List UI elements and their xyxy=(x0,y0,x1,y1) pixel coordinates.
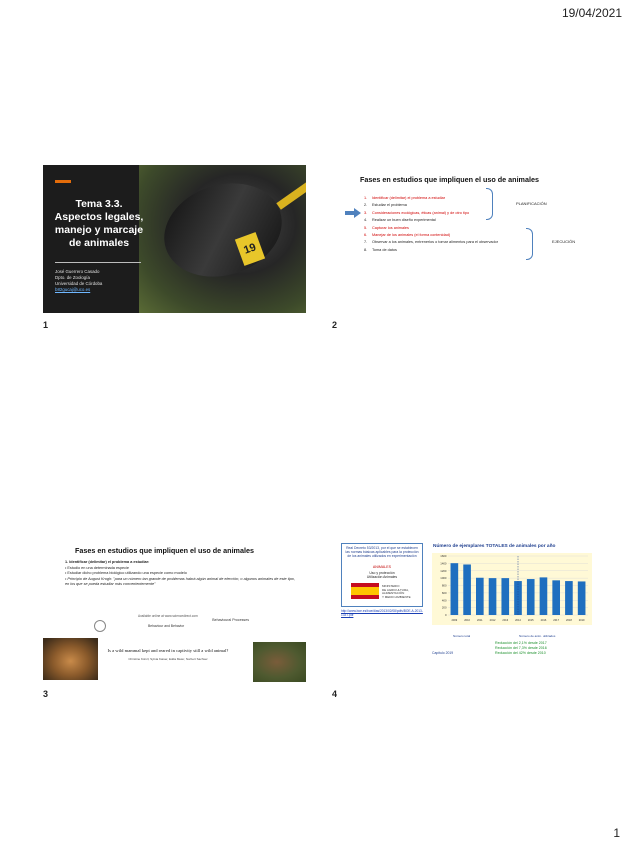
x-tick-label: 2011 xyxy=(477,619,483,622)
bar-2015 xyxy=(527,579,535,615)
slide-3-title: Fases en estudios que impliquen el uso de animales xyxy=(75,546,254,555)
bar-2011 xyxy=(476,578,484,615)
y-tick-label: 200 xyxy=(441,605,447,610)
spain-flag-icon xyxy=(351,583,379,599)
slide-2-title: Fases en estudios que impliquen el uso de animales xyxy=(360,175,539,184)
phase-item: 5. Capturar los animales xyxy=(364,225,409,230)
slide-3-thumbnail[interactable] xyxy=(43,540,306,688)
cavy-photo xyxy=(253,642,306,682)
slide-number-1: 1 xyxy=(43,320,49,330)
bullet-item: • Principio de August Krogh: "para un número tan grande de problemas habrá algún animal de elección, o algunos animales de este tipo, en los que se pueda estudiar más convenientemente" xyxy=(65,576,295,587)
title-accent-bar xyxy=(55,180,71,183)
x-tick-label: 2018 xyxy=(566,619,572,622)
slide-1-thumbnail[interactable] xyxy=(43,165,306,313)
x-tick-label: 2010 xyxy=(464,619,470,622)
slide-number-4: 4 xyxy=(332,689,338,699)
bar-2013 xyxy=(501,578,509,615)
y-tick-label: 1000 xyxy=(440,576,447,581)
animals-per-year-chart xyxy=(432,553,592,625)
x-tick-label: 2009 xyxy=(451,619,458,622)
slide-3-body xyxy=(65,560,297,588)
y-tick-label: 0 xyxy=(444,613,447,617)
legislation-box: Real Decreto 53/2013, por el que se establecen las normas básicas aplicables para la protección de los animales utilizados en experimentación ANIMALES Uso y protección Utilización Animales MINISTERIO DE AGRICULTURA, ALIMENTACIÓN Y MEDIO AMBIENTE xyxy=(341,543,423,607)
y-tick-label: 1200 xyxy=(440,568,447,573)
author-email-link[interactable]: b82gucaj@uco.es xyxy=(55,287,91,292)
bar-2010 xyxy=(463,564,471,615)
slide-2-thumbnail[interactable] xyxy=(336,165,599,313)
chapter-note: Capítulo 2019 xyxy=(432,651,454,655)
bar-2019 xyxy=(578,581,586,615)
x-tick-label: 2014 xyxy=(515,619,521,622)
x-tick-label: 2019 xyxy=(578,619,585,622)
slide-1-title: Tema 3.3. Aspectos legales, manejo y marcaje de animales xyxy=(54,198,144,249)
reduction-notes: Reducción del 2,1% desde 2017 Reducción del 7,3% desde 2016 Reducción del 42% desde 2010 xyxy=(495,641,547,655)
x-tick-label: 2017 xyxy=(553,619,560,622)
x-tick-label: 2012 xyxy=(489,619,496,622)
execution-brace xyxy=(526,228,533,260)
phase-item: 6. Manejar de los animales (el forma contenidad) xyxy=(364,233,451,238)
phase-item: 3. Consideraciones ecológicas, éticas (animal) y de otro tipo xyxy=(364,210,470,215)
boe-link[interactable]: http://www.boe.es/boe/dias/2013/02/08/pdfs/BOE-A-2013-1337.pdf xyxy=(341,609,423,617)
title-divider xyxy=(55,262,141,263)
phase-item: 4. Realizar un buen diseño experimental xyxy=(364,218,436,223)
phase-item: 1. Identificar (delimitar) el problema a estudiar xyxy=(364,196,446,200)
phase-item: 2. Estudiar el problema xyxy=(364,203,407,208)
y-tick-label: 600 xyxy=(441,590,447,595)
bar-2012 xyxy=(489,578,497,615)
chart-caption-right: Número de anim. utilizados xyxy=(519,634,556,638)
arrow-right-icon xyxy=(345,208,361,218)
bar-2018 xyxy=(565,581,573,615)
slide-number-2: 2 xyxy=(332,320,338,330)
chart-caption-left: Número total xyxy=(453,634,471,638)
planning-brace xyxy=(486,188,493,220)
slide-4-thumbnail[interactable] xyxy=(336,540,599,688)
y-tick-label: 1400 xyxy=(440,561,447,566)
bullet-item: • Estudiar dicho problema biológico utilizando una especie como modelo xyxy=(65,571,187,576)
phase-item: 8. Toma de datos xyxy=(364,247,397,252)
planning-label: PLANIFICACIÓN xyxy=(516,201,547,206)
x-tick-label: 2013 xyxy=(502,619,509,622)
slide-3-heading: 1. Identificar (delimitar) el problema a estudiar: xyxy=(65,560,150,564)
bar-2009 xyxy=(451,563,459,615)
page-number: 1 xyxy=(613,826,620,840)
paper-screenshot: Available online at www.sciencedirect.com Behaviour and Behavior Behavioural Processes Is a wild mammal kept and reared in captivity still a wild animal? Christine Künzl, Sylvia Kaiser, Edda Meier, Norbert Sachser xyxy=(86,612,251,680)
execution-label: EJECUCIÓN xyxy=(552,239,576,244)
bullet-item: • Estudio en una determinada especie xyxy=(65,565,130,570)
wing-tag: 19 xyxy=(235,232,265,266)
author-block: José Guerrero Casado Dpto. de Zoología Universidad de Córdoba b82gucaj@uco.es xyxy=(55,269,103,292)
x-tick-label: 2015 xyxy=(527,619,534,622)
phase-item: 7. Observar a los animales, entrenerlos o tomar alimentos para el observador xyxy=(364,240,498,245)
bar-2017 xyxy=(552,580,560,615)
publisher-logo-icon xyxy=(94,620,106,632)
y-tick-label: 1600 xyxy=(440,554,447,558)
slide-number-3: 3 xyxy=(43,689,49,699)
print-date: 19/04/2021 xyxy=(561,6,622,20)
y-tick-label: 400 xyxy=(441,598,447,603)
y-tick-label: 800 xyxy=(441,583,447,588)
chart-title: Número de ejemplares TOTALES de animales por año xyxy=(433,544,556,549)
x-tick-label: 2016 xyxy=(540,619,547,622)
bar-2016 xyxy=(540,577,548,615)
